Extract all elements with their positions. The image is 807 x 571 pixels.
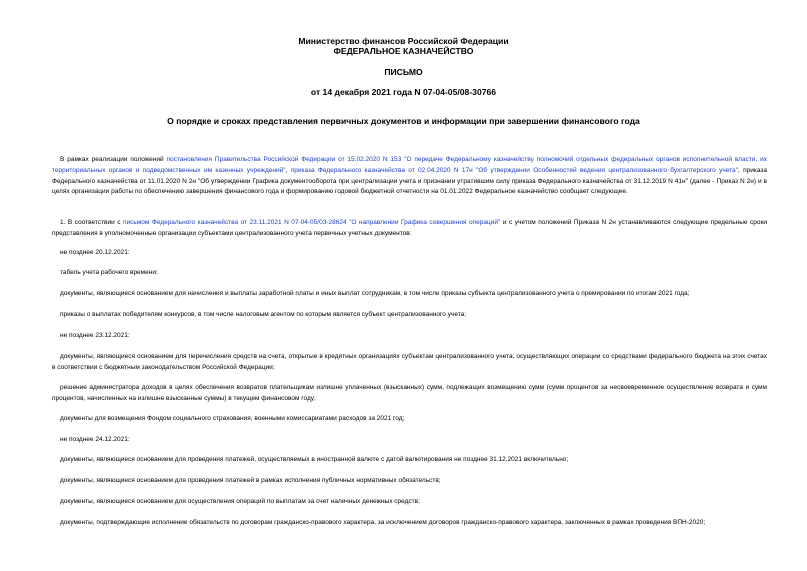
order-17n-link[interactable]: приказа Федерального казначейства от 02.04.2020 N 17н "Об утверждении Особенностей ведения централизованного бухгалтерского учета" [290, 166, 738, 174]
document-date-number: от 14 декабря 2021 года N 07-04-05/08-30766 [310, 87, 497, 97]
list-item: документы, подтверждающие исполнение обязательств по договорам гражданско-правового характера, за исключением договоров гражданско-правового характера, заключенных в рамках проведения ВПН-2020; [60, 519, 706, 526]
document-type: ПИСЬМО [384, 67, 423, 77]
list-item: документы, являющиеся основанием для проведения платежей в рамках исполнения публичных нормативных обязательств; [60, 477, 441, 484]
list-item: решение администратора доходов в целях обеспечения возвратов плательщикам излишне уплаченных (взысканных) сумм, подлежащих возмещению сумм (сумм процентов за несвоевременное осуществление возврата и сумм процентов, начисленных на излишне взысканные суммы) в текущем финансовом году; [52, 384, 767, 402]
letter-28624-link[interactable]: письмом Федерального казначейства от 23.11.2021 N 07-04-05/03-28624 "О направлении Графика совершения операций" [123, 219, 501, 226]
list-item: табель учета рабочего времени; [60, 269, 158, 276]
deadline-heading: не позднее 24.12.2021: [60, 436, 130, 443]
item-1-paragraph [52, 218, 767, 240]
deadline-heading: не позднее 20.12.2021: [60, 249, 130, 256]
deadline-heading: не позднее 23.12.2021: [60, 332, 130, 339]
item-1-text-1: 1. В соответствии с [60, 219, 124, 226]
resolution-153-link[interactable]: постановления Правительства Российской Федерации от 15.02.2020 N 153 "О передаче Федеральному казначейству полномочий отдельных федеральных органов исполнительной власти, их территориальных органов и подведомственных им казенных учреждений" [52, 156, 768, 174]
treasury-name: ФЕДЕРАЛЬНОЕ КАЗНАЧЕЙСТВО [333, 46, 474, 56]
list-item: документы, являющиеся основанием для проведения платежей, осуществляемых в иностранной валюте с датой валютирования не позднее 31.12.2021 включительно; [60, 456, 569, 463]
list-item: документы, являющиеся основанием для начисления и выплаты заработной платы и иных выплат сотрудникам, в том числе приказы субъекта централизованного учета о премировании по итогам 2021 года; [60, 290, 690, 297]
list-item: документы для возмещения Фондом социального страхования, военными комиссариатами расходов за 2021 год; [60, 415, 405, 422]
intro-paragraph [52, 155, 767, 198]
list-item: документы, являющиеся основанием для перечисления средств на счета, открытые в кредитных организациях субъектам централизованного учета, осуществляющих операции со средствами федерального бюджета на этих счетах в соответствии с бюджетным законодательством Российской Федерации; [52, 353, 767, 371]
list-item: документы, являющиеся основанием для осуществления операций по выплатам за счет наличных денежных средств; [60, 498, 420, 505]
document-subject: О порядке и сроках представления первичных документов и информации при завершении финансового года [167, 116, 640, 126]
list-item: приказы о выплатах победителям конкурсов, в том числе налоговым агентом по которым является субъект централизованного учета; [60, 311, 467, 318]
item-1-text-2: и с учетом положений Приказа N 2н устанавливаются следующие предельные сроки представления в уполномоченные организации субъектами централизованного учета первичных учетных документов: [52, 219, 767, 237]
ministry-name: Министерство финансов Российской Федерации [298, 36, 509, 46]
intro-text-2: , [285, 166, 291, 174]
intro-text-1: В рамках реализации положений [60, 156, 167, 163]
intro-text-3: , приказа Федерального казначейства от 11.01.2020 N 2н "Об утверждении Графика документооборота при централизации учета и признании утратившим силу приказа Федерального казначейства от 31.12.2019 N 41н" (далее - Приказ N 2н) и в целях организации работы по обеспечению завершения финансового года и формированию годовой бюджетной отчетности на 01.01.2022 Федеральное казначейство сообщает следующее. [52, 166, 767, 196]
